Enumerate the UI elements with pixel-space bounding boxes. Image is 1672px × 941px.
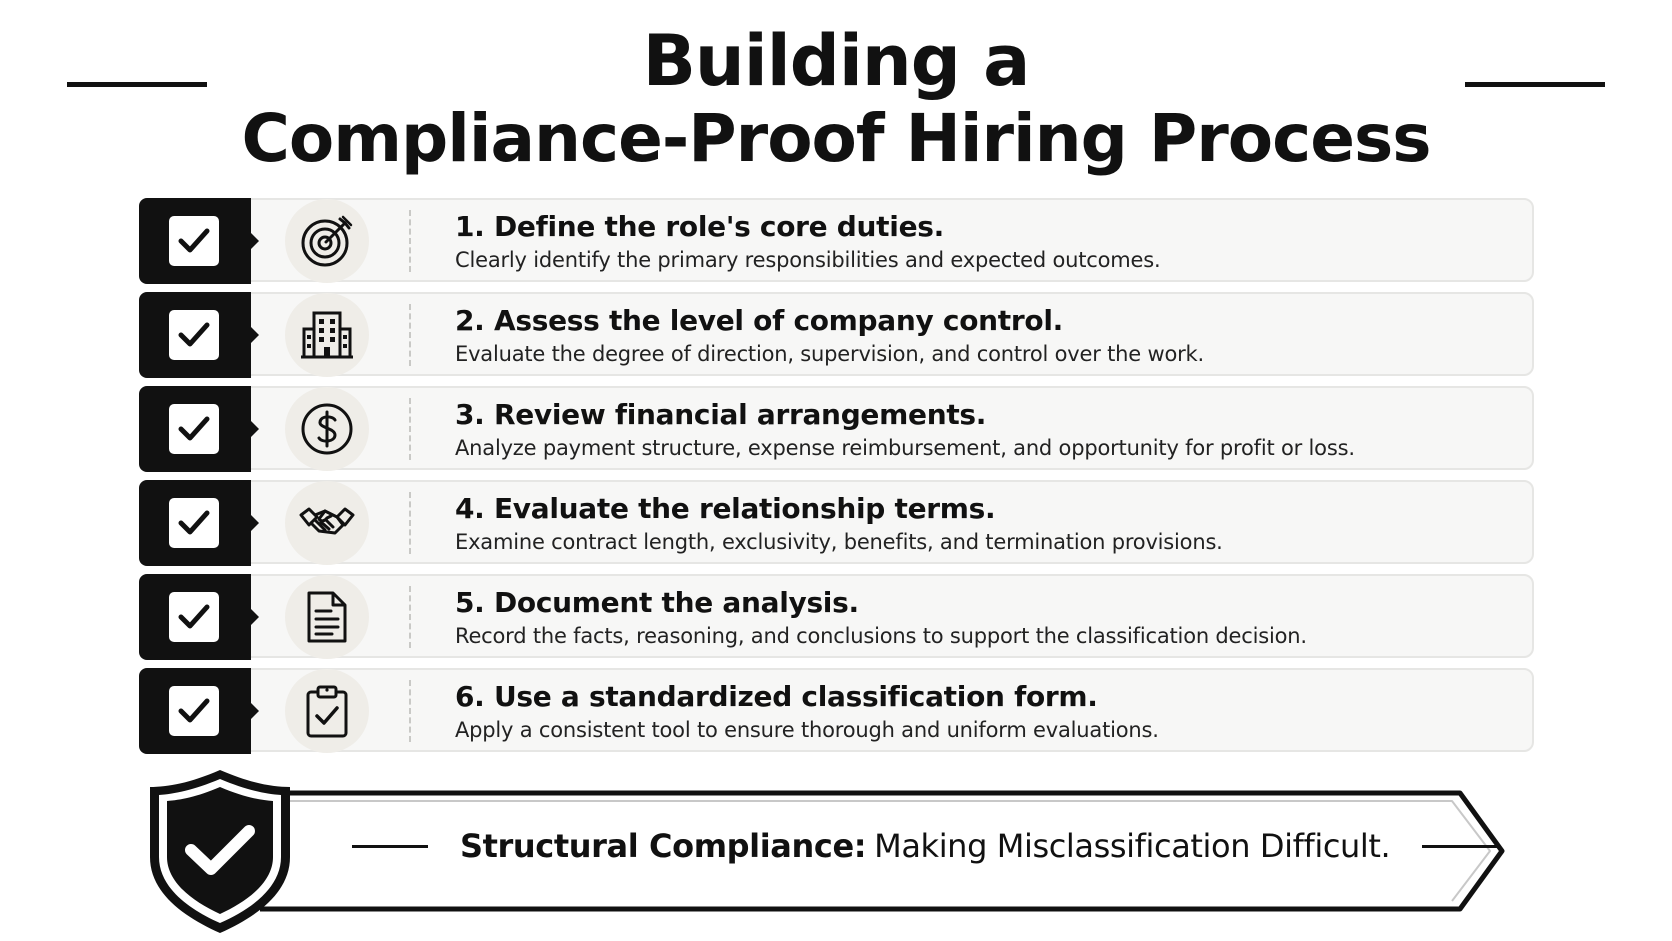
step-item-6 bbox=[139, 668, 1534, 754]
document-icon bbox=[299, 589, 355, 645]
step-divider bbox=[409, 304, 411, 366]
page-title bbox=[0, 20, 1672, 177]
step-heading: 5. Document the analysis. bbox=[455, 586, 859, 619]
step-item-5 bbox=[139, 574, 1534, 660]
step-description: Record the facts, reasoning, and conclusions to support the classification decision. bbox=[455, 624, 1307, 648]
step-heading: 6. Use a standardized classification form. bbox=[455, 680, 1098, 713]
step-icon-circle bbox=[285, 387, 369, 471]
dollar-icon bbox=[299, 401, 355, 457]
step-icon-circle bbox=[285, 481, 369, 565]
step-check-block bbox=[139, 574, 251, 660]
step-check-block bbox=[139, 668, 251, 754]
summary-banner bbox=[150, 765, 1510, 935]
step-heading: 4. Evaluate the relationship terms. bbox=[455, 492, 996, 525]
step-check-block bbox=[139, 480, 251, 566]
step-item-2 bbox=[139, 292, 1534, 378]
step-description: Examine contract length, exclusivity, benefits, and termination provisions. bbox=[455, 530, 1223, 554]
clipboard-check-icon bbox=[299, 683, 355, 739]
checkbox-checked-icon bbox=[169, 498, 219, 548]
step-icon-circle bbox=[285, 575, 369, 659]
step-description: Clearly identify the primary responsibilities and expected outcomes. bbox=[455, 248, 1161, 272]
step-item-3 bbox=[139, 386, 1534, 472]
title-line-1: Building a bbox=[642, 20, 1030, 102]
step-divider bbox=[409, 398, 411, 460]
step-icon-circle bbox=[285, 199, 369, 283]
step-icon-circle bbox=[285, 293, 369, 377]
step-heading: 2. Assess the level of company control. bbox=[455, 304, 1063, 337]
step-divider bbox=[409, 492, 411, 554]
step-divider bbox=[409, 586, 411, 648]
banner-rule-right bbox=[1422, 845, 1498, 848]
checkbox-checked-icon bbox=[169, 686, 219, 736]
handshake-icon bbox=[299, 495, 355, 551]
step-description: Analyze payment structure, expense reimbursement, and opportunity for profit or loss. bbox=[455, 436, 1355, 460]
banner-text bbox=[320, 827, 1391, 865]
step-list bbox=[139, 198, 1534, 762]
title-line-2: Compliance-Proof Hiring Process bbox=[241, 100, 1431, 177]
step-item-1 bbox=[139, 198, 1534, 284]
target-icon bbox=[299, 213, 355, 269]
step-item-4 bbox=[139, 480, 1534, 566]
step-heading: 3. Review financial arrangements. bbox=[455, 398, 987, 431]
checkbox-checked-icon bbox=[169, 310, 219, 360]
checkbox-checked-icon bbox=[169, 404, 219, 454]
step-divider bbox=[409, 210, 411, 272]
step-icon-circle bbox=[285, 669, 369, 753]
step-check-block bbox=[139, 292, 251, 378]
checkbox-checked-icon bbox=[169, 592, 219, 642]
step-description: Apply a consistent tool to ensure thorough and uniform evaluations. bbox=[455, 718, 1159, 742]
step-check-block bbox=[139, 386, 251, 472]
banner-strong-text: Structural Compliance: bbox=[460, 827, 867, 865]
building-icon bbox=[299, 307, 355, 363]
step-check-block bbox=[139, 198, 251, 284]
step-heading: 1. Define the role's core duties. bbox=[455, 210, 944, 243]
banner-rest-text: Making Misclassification Difficult. bbox=[874, 827, 1391, 865]
step-description: Evaluate the degree of direction, supervision, and control over the work. bbox=[455, 342, 1204, 366]
banner-rule-left bbox=[352, 845, 428, 848]
checkbox-checked-icon bbox=[169, 216, 219, 266]
step-divider bbox=[409, 680, 411, 742]
